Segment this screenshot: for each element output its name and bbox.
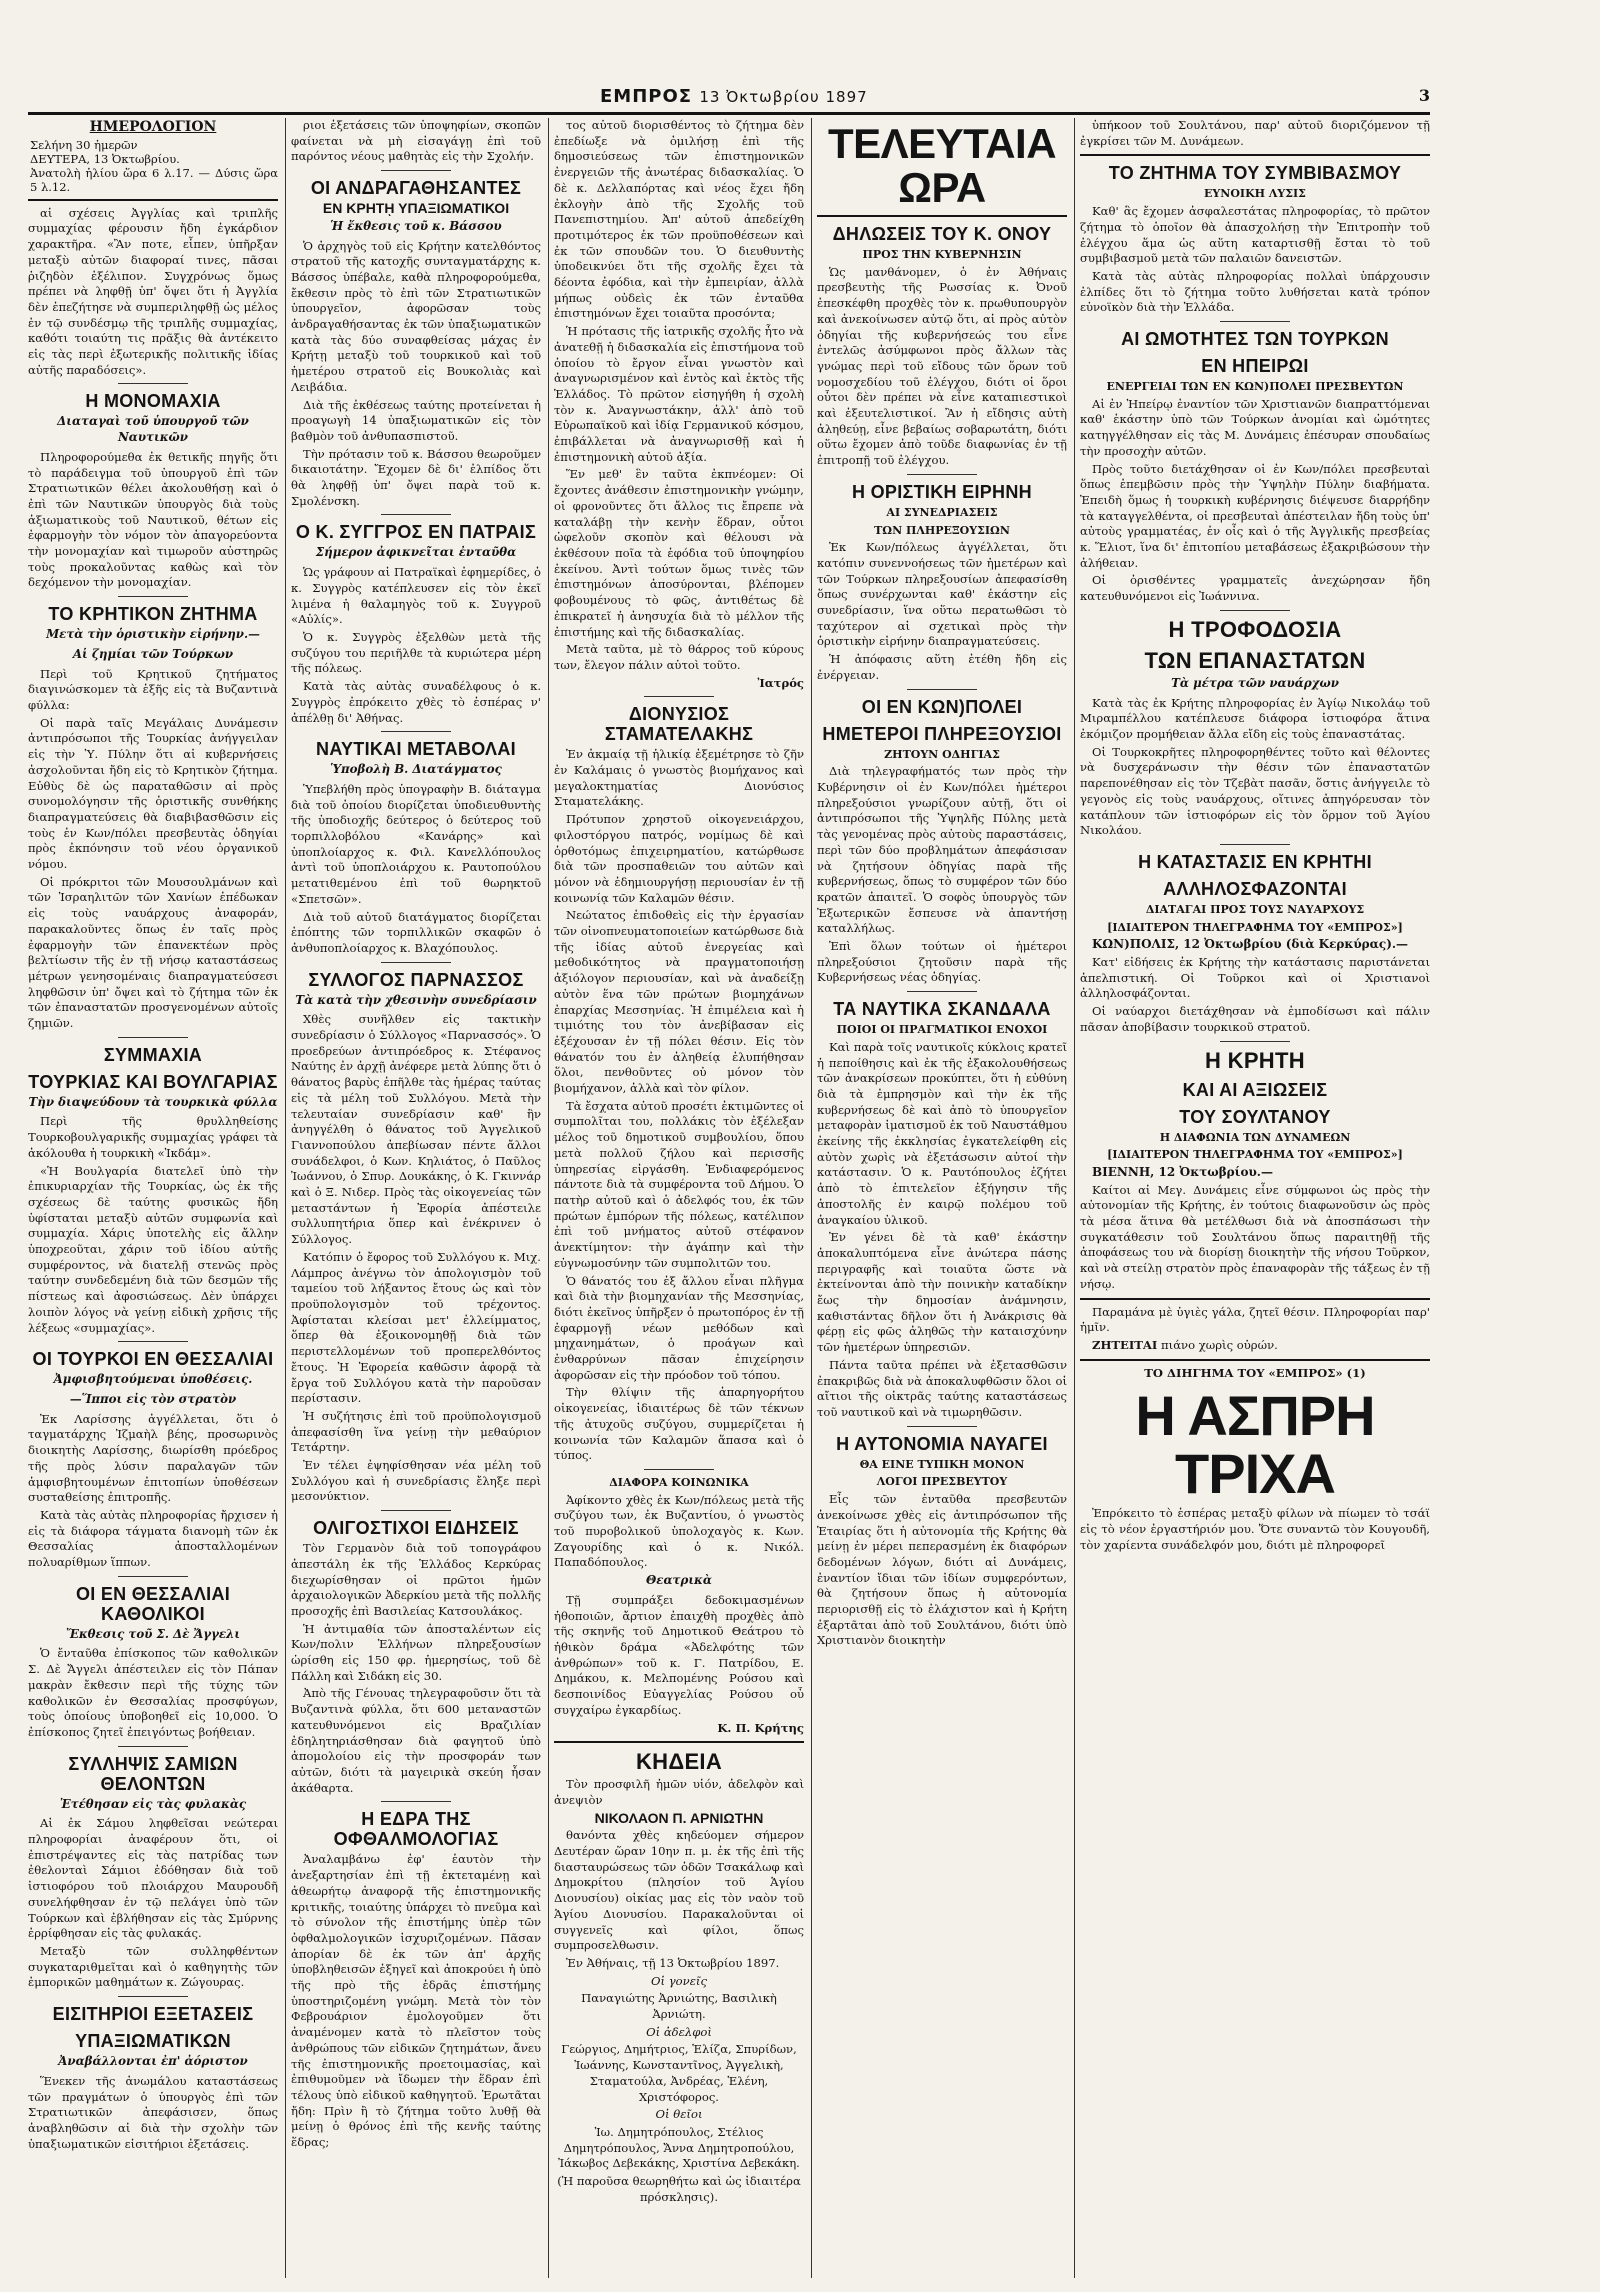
article-text: ὑπήκοον τοῦ Σουλτάνου, παρ' αὐτοῦ διοριζόμενον τῇ ἐγκρίσει τῶν Μ. Δυνάμεων. (1080, 118, 1430, 148)
divider (1080, 1359, 1430, 1361)
subheadline: Τὰ κατὰ τὴν χθεσινὴν συνεδρίασιν (295, 992, 537, 1007)
article-text: Περὶ τοῦ Κρητικοῦ ζητήματος διαγινώσκομεν τὰ ἑξῆς εἰς τὰ Βυζαντινὰ φύλλα: (28, 666, 278, 712)
article-text: Αἱ ἐν Ἠπείρῳ ἐναντίον τῶν Χριστιανῶν διαπραττόμεναι καθ' ἑκάστην ὑπὸ τῶν Τούρκων ἀνομίαι καὶ ὠμότητες κατηγγέλθησαν εἰς τὰς Μ. Δυνάμεις ἐπέσυραν σπουδαίως τὴν προσοχὴν αὐτῶν. (1080, 396, 1430, 458)
article-text: Ὡς μανθάνομεν, ὁ ἐν Ἀθήναις πρεσβευτὴς τῆς Ρωσσίας κ. Ὀνοῦ ἐπεσκέφθη προχθὲς τὸν κ. πρωθυπουργὸν καὶ ἀνεκοίνωσεν αὐτῷ ὅτι, αἱ πρὸς αὐτὸν ὁδηγίαι τῆς κυβερνήσεώς του εἶνε ἐντελῶς ἀσύμφωνοι πρὸς ἄλλων τὰς γνώμας περὶ τοῦ εἴδους τῶν ὅρων τοῦ νομοσχεδίου τοῦ ἐλέγχου, διότι οἱ ὅροι οὗτοι δὲν πρέπει νὰ εἶνε καταπιεστικοὶ καὶ ἐξευτελιστικοί. Ἂν ἡ εἴδησις αὐτὴ ἀληθεύῃ, εἶνε βεβαίως σοβαρωτάτη, διότι οὕτω ἔχομεν ἀπὸ τοῦδε διαφωνίας ἐν τῇ ἐπιτροπῇ τοῦ ἐλέγχου. (817, 264, 1067, 468)
divider (381, 170, 451, 171)
divider (1080, 154, 1430, 156)
headline: ΤΟ ΚΡΗΤΙΚΟΝ ΖΗΤΗΜΑ (48, 604, 258, 625)
article-text: αἱ σχέσεις Ἀγγλίας καὶ τριπλῆς συμμαχίας φέρουσιν ἤδη ἐγκάρδιον χαρακτῆρα. «Ἂν ποτε, εἶπεν, ὑπῆρξαν μεταξὺ αὐτῶν διαφοραί τινες, πᾶσαι ῥιζηδὸν ἐξέλιπον. Συγχρόνως ὅμως πρέπει νὰ ληφθῇ ὑπ' ὄψει ὅτι ἡ Ἀγγλία δὲν ἐπεζήτησε νὰ συμπεριληφθῇ ὡς μέλος ἐν τῷ συνδέσμῳ τῆς τριπλῆς συμμαχίας, καθότι τοιαύτη τις πρᾶξις θὰ ἀντέκειτο εἰς τὰς περὶ ἐξωτερικῆς πολιτικῆς ἰδίας αὐτῆς παραδόσεις». (28, 205, 278, 377)
subheadline: Σήμερον ἀφικνεῖται ἐνταῦθα (315, 545, 517, 560)
article-text: Αἱ ἐκ Σάμου ληφθεῖσαι νεώτεραι πληροφορίαι ἀναφέρουν ὅτι, οἱ ἐπιστρέψαντες εἰς τὰς πατρίδας των ἐθελονταὶ Σάμιοι ἐδόθησαν διὰ τοῦ ἰστιοφόρου τοῦ πλοιάρχου Μαυρουδῆ συνελήφθησαν ἐν τῷ πελάγει ὑπὸ τῶν Τούρκων καὶ ἐβλήθησαν εἰς τὰς Σμύρνης ἐρρίφθησαν εἰς τὰς φυλακάς. (28, 1816, 278, 1941)
divider (644, 1469, 714, 1470)
article-signature: Κ. Π. Κρήτης (717, 1720, 804, 1735)
headline: ΣΥΛΛΟΓΟΣ ΠΑΡΝΑΣΣΟΣ (308, 969, 524, 990)
article-text: Διὰ τοῦ αὐτοῦ διατάγματος διορίζεται ἐπόπτης τῶν τορπιλλικῶν σκαφῶν ὁ ἀνθυποπλοίαρχος κ. Βλαχόπουλος. (291, 909, 541, 955)
divider (118, 1746, 188, 1747)
headline: ΑΙ ΩΜΟΤΗΤΕΣ ΤΩΝ ΤΟΥΡΚΩΝ (1121, 329, 1389, 350)
page-header (28, 86, 1430, 108)
article-text: Πάντα ταῦτα πρέπει νὰ ἐξετασθῶσιν ἐπακριβῶς διὰ νὰ ἀποκαλυφθῶσιν ὅλοι οἱ αἴτιοι τῆς οἰκτρᾶς ταύτης καταστάσεως τοῦ ναυτικοῦ καὶ νὰ τιμωρηθῶσιν. (817, 1357, 1067, 1419)
subheadline: Η ΔΙΑΦΩΝΙΑ ΤΩΝ ΔΥΝΑΜΕΩΝ (1159, 1130, 1351, 1144)
headline: Η ΚΑΤΑΣΤΑΣΙΣ ΕΝ ΚΡΗΤΗΙ (1138, 851, 1372, 872)
headline: ΤΩΝ ΕΠΑΝΑΣΤΑΤΩΝ (1144, 647, 1366, 673)
divider (381, 514, 451, 515)
article-text: Οἱ Τουρκοκρῆτες πληροφορηθέντες τοῦτο καὶ θέλοντες νὰ δυσχεράνωσιν τὴν θέσιν τῶν ἐπαναστατῶν παρεπονέθησαν εἰς τὸν Τζεβὰτ πασᾶν, ὅστις ἀνήγγειλε τὸ γεγονὸς εἰς τοὺς ναυάρχους, οἵτινες ἀπηγόρευσαν τὸν κατάπλουν τῶν ἱστιοφόρων εἰς τὸν ὅρμον τοῦ Ἁγίου Νικολάου. (1080, 744, 1430, 838)
article-text: Ἐν ἀκμαίᾳ τῇ ἡλικίᾳ ἐξεμέτρησε τὸ ζῆν ἐν Καλάμαις ὁ γνωστὸς βιομήχανος καὶ μεγαλοκτηματίας Διονύσιος Σταματελάκης. (554, 747, 804, 809)
article-text: Καὶ παρὰ τοῖς ναυτικοῖς κύκλοις κρατεῖ ἡ πεποίθησις καὶ ἐκ τῆς ἐξακολουθήσεως τῶν ἀνακρίσεων προκύπτει, ὅτι ἡ εὐθύνη διὰ τὰ ἐμπρησμὸν καὶ τὴν ἐκ τῆς κυβερνήσεως δὲ καὶ ἀπὸ τὸ ὑπουργεῖον μεταφορὰν ἰματισμοῦ ἐκ τοῦ Ναυστάθμου ἐκείνης τῆς ἐκκλησίας ἐγκατελείφθη εἰς αὐτὸν χωρὶς νὰ ἐξετάσωσιν αὐτοί τὴν κατάστασιν. Ὁ κ. Ραυτόπουλος ἐζήτει ἀπὸ τὸ ἐπιτελεῖον ἐξήγησιν τῆς ἀποστολῆς ἐν καιρῷ πολέμου τοῦ ἀναγκαίου ὑλικοῦ. (817, 1039, 1067, 1227)
article-text: Κατὰ τὰς αὐτὰς συναδέλφους ὁ κ. Συγγρὸς ἐπρόκειτο χθὲς τὸ ἑσπέρας ν' ἀπέλθῃ δι' Ἀθήνας. (291, 679, 541, 725)
subheadline: ΕΥΝΟΙΚΗ ΛΥΣΙΣ (1204, 187, 1306, 201)
headline: ΕΙΣΙΤΗΡΙΟΙ ΕΞΕΤΑΣΕΙΣ (52, 2004, 254, 2025)
headline: ΥΠΑΞΙΩΜΑΤΙΚΩΝ (75, 2031, 231, 2052)
column-rule (285, 118, 286, 2278)
header-rule (28, 112, 1430, 115)
dateline: ΚΩΝ)ΠΟΛΙΣ, 12 Ὀκτωβρίου (διὰ Κερκύρας).— (1092, 937, 1409, 952)
notice-text: θανόντα χθὲς κηδεύομεν σήμερον Δευτέραν ὥραν 10ην π. μ. ἐκ τῆς ἐπὶ τῆς διασταυρώσεως τῶν ὁδῶν Τσακάλωφ καὶ Δημοκρίτου (πλησίον τοῦ Ἁγίου Διονυσίου) οἰκίας μας εἰς τὸν ναὸν τοῦ Ἁγίου Διονυσίου. Παρακαλοῦνται οἱ συγγενεῖς καὶ φίλοι, ὅπως συμπροσελθωσιν. (554, 1828, 804, 1953)
subheadline: Ἡ ἔκθεσις τοῦ κ. Βάσσου (330, 218, 502, 233)
divider (907, 991, 977, 992)
article-text: Πρότυπον χρηστοῦ οἰκογενειάρχου, φιλοστόργου πατρός, νομίμως δὲ καὶ ὀρθοτόμως ἐπιχειρηματίου, κατώρθωσε διὰ τῶν προσπαθειῶν του αὐτῶν καὶ μόνον νὰ ἐδημιουργήσῃ περιουσίαν ἐν τῇ κοινωνίᾳ τῶν Καλαμῶν θέσιν. (554, 812, 804, 905)
headline: ΤΟΥΡΚΙΑΣ ΚΑΙ ΒΟΥΛΓΑΡΙΑΣ (28, 1071, 278, 1092)
headline: ΝΑΥΤΙΚΑΙ ΜΕΤΑΒΟΛΑΙ (316, 739, 516, 760)
subheadline: Θεατρικὰ (646, 1573, 712, 1588)
subheadline: Ἔκθεσις τοῦ Σ. Δὲ Ἄγγελι (65, 1626, 241, 1641)
classified-ad-title: ΖΗΤΕΙΤΑΙ (1092, 1337, 1158, 1352)
subheadline: Ἐτέθησαν εἰς τὰς φυλακὰς (59, 1796, 247, 1811)
article-text: Ὁ ἔνταῦθα ἐπίσκοπος τῶν καθολικῶν Σ. Δὲ Ἄγγελι ἀπέστειλεν εἰς τὸν Πάπαν μακρὰν ἔκθεσιν περὶ τῆς τύχης τῶν καθολικῶν ἐν Θεσσαλίας προσφύγων, τοὺς ὁποίους ὑποβοηθεῖ εἰς 10,000. Ὁ ἐπίσκοπος ζητεῖ ἐπειγόντως βοήθειαν. (28, 1646, 278, 1739)
subheadline: ΔΙΑΤΑΓΑΙ ΠΡΟΣ ΤΟΥΣ ΝΑΥΑΡΧΟΥΣ (1145, 902, 1365, 916)
headline: ΗΜΕΤΕΡΟΙ ΠΛΗΡΕΞΟΥΣΙΟΙ (822, 723, 1062, 744)
article-text: Τὴν θλίψιν τῆς ἀπαρηγορήτου οἰκογενείας, ἰδιαιτέρως δὲ τῶν τέκνων τῆς ἀτυχοῦς συζύγου, συμμερίζεται ἡ κοινωνία τῶν Καλαμῶν ἅπασα καὶ ὁ τύπος. (554, 1385, 804, 1463)
calendar-sun: Ἀνατολὴ ἡλίου ὥρα 6 λ.17. — Δύσις ὥρα 5 λ.12. (30, 165, 278, 194)
article-text: Τὴν πρότασιν τοῦ κ. Βάσσου θεωροῦμεν δικαιοτάτην. Ἔχομεν δὲ δι' ἐλπίδος ὅτι θὰ ληφθῇ ὑπ' ὄψει παρὰ τοῦ κ. Σμολένσκη. (291, 446, 541, 508)
headline: ΤΟΥ ΣΟΥΛΤΑΝΟΥ (1179, 1106, 1331, 1127)
deceased-name: ΝΙΚΟΛΑΟΝ Π. ΑΡΝΙΩΤΗΝ (594, 1809, 764, 1826)
subheadline: ΖΗΤΟΥΝ ΟΔΗΓΙΑΣ (884, 747, 1000, 761)
article-text: Οἱ ὁρισθέντες γραμματεῖς ἀνεχώρησαν ἤδη κατευθυνόμενοι εἰς Ἰωάννινα. (1080, 573, 1430, 604)
column-rule (548, 118, 549, 2278)
divider (1220, 1041, 1290, 1042)
calendar-weekday: ΔΕΥΤΕΡΑ, 13 Ὀκτωβρίου. (30, 151, 180, 166)
subheadline: ΑΙ ΣΥΝΕΔΡΙΑΣΕΙΣ (886, 505, 998, 519)
column-5 (1080, 118, 1430, 2278)
article-text: Κατόπιν ὁ ἔφορος τοῦ Συλλόγου κ. Μιχ. Λάμπρος ἀνέγνω τὸν ἀπολογισμὸν τοῦ ταμείου τοῦ λήξαντος ἔτους ὡς καὶ τὸν προϋπολογισμὸν τοῦ τρέχοντος. Ἀφίσταται κλείσαι μετ' ἐλλείμματος, ὅπερ θὰ ἐξοικονομηθῇ διὰ τῶν περιστελλομένων τοῦ προπερελθόντος ἔτους. Ἡ Ἐφορεία καθῶσιν ἀφορᾷ τὰ ἔργα τοῦ Συλλόγου κατὰ τὴν παροῦσαν περίστασιν. (291, 1249, 541, 1406)
headline: ΟΛΙΓΟΣΤΙΧΟΙ ΕΙΔΗΣΕΙΣ (313, 1518, 519, 1539)
headline: Η ΟΡΙΣΤΙΚΗ ΕΙΡΗΝΗ (852, 481, 1032, 502)
article-text: Ἐν γένει δὲ τὰ καθ' ἑκάστην ἀποκαλυπτόμενα εἶνε ἀνώτερα πάσης περιγραφῆς καὶ τοιαῦτα ὥστε νὰ ἐκτείνονται ἀπὸ τὴν ποινικὴν καταδίκην ἔως τὴν δημοσίαν ἀνάμνησιν, καθιστάντας δῆλον ὅτι ἡ Ἀνάκρισις θὰ φέρῃ εἰς φῶς ἀληθῶς τὴν καταισχύνην τῶν ἡμετέρων ὑπηρεσιῶν. (817, 1230, 1067, 1355)
subheadline: ΘΑ ΕΙΝΕ ΤΥΠΙΚΗ ΜΟΝΟΝ (859, 1457, 1025, 1471)
notice-label: Οἱ ἀδελφοὶ (646, 2024, 712, 2039)
article-text: Κατὰ τὰς αὐτὰς πληροφορίας πολλαὶ ὑπάρχουσιν ἐλπίδες ὅτι τὸ ζήτημα τοῦτο λυθήσεται κατὰ τρόπον εὐνοϊκὸν διὰ τὴν Ἑλλάδα. (1080, 268, 1430, 315)
headline: ΤΟ ΖΗΤΗΜΑ ΤΟΥ ΣΥΜΒΙΒΑΣΜΟΥ (1108, 163, 1402, 184)
divider (381, 1801, 451, 1802)
article-text: Οἱ πρόκριτοι τῶν Μουσουλμάνων καὶ τῶν Ἰσραηλιτῶν τῶν Χανίων ἐπέδωκαν εἰς τοὺς ναυάρχους ἀναφοράν, παρακαλοῦντες ὅπως ἐν ταῖς πρὸς ἐφαρμογὴν τῶν ἐπανεκτέων πρὸς βελτίωσιν τῆς ἐν τῇ νήσῳ καταστάσεως μέτρων γενησομέναις διαπραγματεύσεσι ληφθῶσιν ὑπ' ὄψει καὶ τὸ ζήτημα τῶν ἐκ τῶν ἐπαναστατῶν προσγενομένων αὐτοῖς ζημιῶν. (28, 874, 278, 1031)
article-text: Ἀναλαμβάνω ἐφ' ἑαυτὸν τὴν ἀνεξαρτησίαν ἐπὶ τῇ ἐκτεταμένῃ καὶ ἀθεωρήτῳ ἀναφορᾷ τῆς ἐπιστημονικῆς κριτικῆς, τοιαύτης ὑπάρχει τὸ πνεῦμα καὶ τὸ σύνολον τῆς ἐπιστήμης ὑπὲρ τῶν ὀφθαλμολογικῶν ἰσχυριζομένων. Πᾶσαν ἀπορίαν δὲ ἐκ τῶν ἀπ' ἀρχῆς ὑποβληθεισῶν ἐξηγεῖ καὶ ἀποκρούει ἡ ὑπὸ τῆς πρὸ τῆς ἑδρᾶς ἐπιστήμης ὑποστηριζομένη γνώμη. Μετὰ τὸν τὸν Φεβρουάριον ἐμολογοῦμεν ὅτι ἀναμένομεν κατὰ τὸ πλεῖστον τοὺς ἀνθρώπους τῶν εἰδικῶν ζητημάτων, ἄνευ τῆς ἐπιστημονικῆς προετοιμασίας, καὶ ἐπιθυμοῦμεν νὰ ἴδωμεν τὴν ἕδραν ἐπὶ τέλους ὑπὸ εἰδικοῦ καθηγητοῦ. Ἐρωτᾶται ἤδη: Πρὶν ἢ τὸ ζήτημα τοῦτο λυθῇ θὰ μείνῃ ὁ θρόνος ἐπὶ τῆς κενῆς ταύτης ἕδρας; (291, 1852, 541, 2150)
subheadline: Διαταγαὶ τοῦ ὑπουργοῦ τῶν Ναυτικῶν (57, 414, 249, 445)
article-text: Κατὰ τὰς ἐκ Κρήτης πληροφορίας ἐν Ἁγίῳ Νικολάῳ τοῦ Μιραμπέλλου κατέπλευσε διάφορα ἱστιοφόρα ἅτινα ἐκόμιζον προμήθειαν ἄλλα εἴδη εἰς τοὺς ἐπαναστάτας. (1080, 695, 1430, 741)
article-text: Περὶ τῆς θρυλληθείσης Τουρκοβουλγαρικῆς συμμαχίας γράφει τὰ ἀκόλουθα ἡ τουρκικὴ «Ἰκδάμ». (28, 1114, 278, 1160)
article-text: Κατ' εἰδήσεις ἐκ Κρήτης τὴν κατάστασις παριστάνεται ἀπελπιστική. Οἱ Τοῦρκοι καὶ οἱ Χριστιανοὶ ἀλληλοσφάζονται. (1080, 955, 1430, 1001)
dateline: ΒΙΕΝΝΗ, 12 Ὀκτωβρίου.— (1092, 1164, 1273, 1179)
column-2 (291, 118, 541, 2278)
headline: Η ΜΟΝΟΜΑΧΙΑ (85, 391, 221, 412)
divider (907, 1426, 977, 1427)
divider (118, 383, 188, 384)
funeral-heading: ΚΗΔΕΙΑ (635, 1749, 723, 1775)
calendar-title: ΗΜΕΡΟΛΟΓΙΟΝ (89, 119, 217, 135)
divider (1220, 321, 1290, 322)
subheadline: ΤΩΝ ΠΛΗΡΕΞΟΥΣΙΩΝ (874, 523, 1010, 537)
subheadline: Ὑποβολὴ Β. Διατάγματος (330, 762, 502, 777)
notice-label: Οἱ θεῖοι (655, 2107, 703, 2122)
notice-label: Οἱ γονεῖς (651, 1973, 707, 1988)
article-text: Ἀπὸ τῆς Γένουας τηλεγραφοῦσιν ὅτι τὰ Βυζαντινὰ φύλλα, ὅτι 600 μεταναστῶν κατευθυνόμενοι εἰς Βραζιλίαν ἐδηλητηριάσθησαν διὰ φαγητοῦ ὑπὸ ἀπομολοίου εἰς τὴν προσφοράν των αὐτῶν, διότι τὰ μαγειρικὰ σκεύη ἦσαν ἀκάθαρτα. (291, 1686, 541, 1795)
divider (554, 1741, 804, 1743)
divider (907, 474, 977, 475)
article-text: Διὰ τῆς ἐκθέσεως ταύτης προτείνεται ἡ προαγωγὴ 14 ὑπαξιωματικῶν εἰς τὸν βαθμὸν τοῦ ἀνθυπασπιστοῦ. (291, 397, 541, 443)
subheadline: ΠΡΟΣ ΤΗΝ ΚΥΒΕΡΝΗΣΙΝ (862, 248, 1022, 261)
issue-date: 13 Ὀκτωβρίου 1897 (699, 88, 868, 106)
subheadline: ΛΟΓΟΙ ΠΡΕΣΒΕΥΤΟΥ (876, 1475, 1008, 1489)
subheadline: ΠΟΙΟΙ ΟΙ ΠΡΑΓΜΑΤΙΚΟΙ ΕΝΟΧΟΙ (836, 1023, 1048, 1037)
article-text: τος αὐτοῦ διορισθέντος τὸ ζήτημα δὲν ἐπεδίωξε νὰ ὁμιλήσῃ ἐπὶ τῆς δημοσιεύσεως τῶν ἐπιστημονικῶν ἐνεργειῶν τῆς ἀνωτέρας διδασκαλίας. Ὁ δὲ κ. Δελλαπόρτας καὶ νέος ἔχει ἤδη ἐκλογὴν ἀπὸ τῆς Σχολῆς τοῦ Πανεπιστημίου. Ἀπ' αὐτοῦ ἀπεδείχθη προτιμότερος ἐκ τῶν προϋποθέσεων καὶ ἐκ τῶν σπουδῶν του. Ὁ διευθυντὴς ὑποδεικνύει ὅτι τῆς σχολῆς ἔχει τὰ δέοντα ἐφόδια, καὶ τὴν ἐμπειρίαν, ἀλλὰ μήπως οὐδεὶς ἐκ τῶν ἐνταῦθα ἐπιστημόνων ἔχει τοιαῦτα προσόντα; (554, 118, 804, 321)
article-text: Οἱ παρὰ ταῖς Μεγάλαις Δυνάμεσιν ἀντιπρόσωποι τῆς Τουρκίας ἀνήγγειλαν εἰς τὴν Ὑ. Πύλην ὅτι αἱ κυβερνήσεις ἀσχολοῦνται ἤδη εἰς τὸ Κρητικὸν ζήτημα. Εὐθὺς δὲ ὡς παραταθῶσιν αἱ πρὸς συνομολόγησιν τῆς ὁριστικῆς συνθήκης διαπραγματεύσεις θὰ διαβιβασθῶσιν εἰς τοὺς ἐν Κων/πόλει πρεσβευτὰς ὁδηγίαι πρὸς ἐκπόνησιν τοῦ νέου ὀργανικοῦ νόμου. (28, 715, 278, 872)
headline: Η ΕΔΡΑ ΤΗΣ ΟΦΘΑΛΜΟΛΟΓΙΑΣ (333, 1809, 499, 1850)
column-1 (28, 118, 278, 2278)
article-text: Ἀφίκοντο χθὲς ἐκ Κων/πόλεως μετὰ τῆς συζύγου των, ἐκ Βυζαντίου, ὁ γνωστὸς τοῦ πυροβολικοῦ ὑπολοχαγὸς κ. Κων. Ζαγουρίδης καὶ ὁ κ. Νικόλ. Παπαδόπουλος. (554, 1492, 804, 1570)
subheadline: Μετὰ τὴν ὁριστικὴν εἰρήνην.— (46, 627, 260, 642)
article-text: Καθ' ἃς ἔχομεν ἀσφαλεστάτας πληροφορίας, τὸ πρῶτον ζήτημα τὸ ὁποῖον θὰ ἀπασχολήσῃ τὴν Ἐπιτροπὴν τοῦ ἐλέγχου ἅμα ὡς αὕτη καταρτισθῇ ἔσται τὸ τοῦ συμβιβασμοῦ μετὰ τῶν παλαιῶν δανειστῶν. (1080, 204, 1430, 266)
headline: ΕΝ ΚΡΗΤῌ ΥΠΑΞΙΩΜΑΤΙΚΟΙ (322, 200, 510, 217)
serial-label: ΤΟ ΔΙΗΓΗΜΑ ΤΟΥ «ΕΜΠΡΟΣ» (1) (1144, 1365, 1366, 1380)
article-text: Τῇ συμπράξει δεδοκιμασμένων ἠθοποιῶν, ἄρτιον ἐπαιχθὴ προχθὲς ἀπὸ τῆς σκηνῆς τοῦ Δημοτικοῦ Θεάτρου τὸ ἠθικὸν δράμα «Ἀδελφότης τῶν ἀνθρώπων» τοῦ κ. Γ. Πατρίδου, Ε. Δημάκου, κ. Μελπομένης Ρούσου καὶ δεσποινίδος Εὐαγγελίας Ρούσου οὗ συγχαίρω ἐγκαρδίως. (554, 1592, 804, 1717)
article-text: «Ἡ Βουλγαρία διατελεῖ ὑπὸ τὴν ἐπικυριαρχίαν τῆς Τουρκίας, ὡς ἐκ τῆς σχέσεως δὲ ταύτης φυσικῶς ἤδη ὑφίσταται μεταξὺ αὐτῶν συμφωνία καὶ συμμαχία. Χάρις ὑποτελὴς εἰς ἄλλην ὑποχρεοῦται, χάριν τοῦ ἰδίου αὐτῆς συμφέροντος, νὰ διατελῇ στενῶς πρὸς ταύτην συνδεδεμένη διὰ τῶν δεσμῶν τῆς πίστεως καὶ ἀφοσιώσεως. Δὲν ὑπάρχει λοιπὸν λόγος νὰ γείνῃ εἰδικὴ χρῆσις τῆς λέξεως «συμμαχίας». (28, 1163, 278, 1335)
headline: Η ΤΡΟΦΟΔΟΣΙΑ (1168, 616, 1342, 642)
divider (817, 215, 1067, 217)
article-text: Οἱ ναύαρχοι διετάχθησαν νὰ ἐμποδίσωσι καὶ πάλιν πᾶσαν ἀποβίβασιν τουρκικοῦ στρατοῦ. (1080, 1004, 1430, 1034)
notice-names: Γεώργιος, Δημήτριος, Ἑλίζα, Σπυρίδων, Ἰωάννης, Κωνσταντῖνος, Ἀγγελικὴ, Σταματούλα, Ἀνδρέας, Ἑλένη, Χριστόφορος. (561, 2042, 797, 2104)
article-text: Μετὰ ταῦτα, μὲ τὸ θάρρος τοῦ κύρους των, ἔλεγον πάλιν αὐτοὶ τοῦτο. (554, 642, 804, 672)
article-text: Χθὲς συνῆλθεν εἰς τακτικὴν συνεδρίασιν ὁ Σύλλογος «Παρνασσός». Ὁ προεδρεύων ἀντιπρόεδρος κ. Στέφανος Ναύτης ἐν ἀρχῇ ἀνέφερε μετὰ λύπης ὅτι ὁ θάνατος βαρὺς ἐπῆλθε τὰς ἡμέρας ταύτας εἰς τὰ μέλη τοῦ Συλλόγου. Μετὰ τὴν τελευταίαν συνεδρίασιν καθ' ἣν ἀνηγγέλθη ὁ θάνατος τοῦ Ἀγγελικοῦ Γιαννοπούλου ἀπεβίωσαν πέντε ἄλλοι συνάδελφοι, ὁ Κων. Κηλιάτος, ὁ Παῦλος Ἰωάννου, ὁ Σπυρ. Δουκάκης, ὁ Κ. Γκιννάρ καὶ ὁ Ξ. Νιδερ. Πρὸς τὰς οἰκογενείας τῶν μεταστάντων ἡ Ἐφορία ἀπέστειλε συλλυπητήρια ὅπερ καὶ ἐνέκρινεν ὁ Σύλλογος. (291, 1012, 541, 1247)
headline: ΔΗΛΩΣΕΙΣ ΤΟΥ Κ. ΟΝΟΥ (832, 224, 1052, 244)
headline: ΣΥΛΛΗΨΙΣ ΣΑΜΙΩΝ ΘΕΛΟΝΤΩΝ (68, 1753, 238, 1794)
subheadline: Τὴν διαψεύδουν τὰ τουρκικὰ φύλλα (28, 1094, 278, 1109)
subheadline: Τὰ μέτρα τῶν ναυάρχων (1171, 675, 1339, 690)
divider (118, 1341, 188, 1342)
calendar-moon: Σελήνη 30 ἡμερῶν (30, 137, 138, 152)
article-text: Ἕν μεθ' ἓν ταῦτα ἐκπνέομεν: Οἱ ἔχοντες ἀνάθεσιν ἐπιστημονικὴν γνώμην, οἱ φρονοῦντες ὅτι ἄλλος τις ἔπρεπε νὰ καταλάβῃ τὴν κενὴν ἕδραν, οὗτοι ὠφελοῦν σκοπὸν καὶ θέλουσι νὰ ἐκθέσουν ποῖα τὰ ἐφόδια τοῦ ὑποψηφίου ἐκείνου. Ἀντὶ τούτων ὅμως τινὲς τῶν ἐπιστημόνων ἀποσύρονται, βλέπομεν φοβουμένους τὸ φῶς, ἀντιθέτως δὲ ἐπικρατεῖ ἡ ἀνησυχία διὰ τὸ μέλλον τῆς ἐπιστήμης καὶ τῆς διδασκαλίας. (554, 467, 804, 639)
headline: ΑΛΛΗΛΟΣΦΑΖΟΝΤΑΙ (1163, 878, 1347, 899)
column-rule (811, 118, 812, 2278)
divider (381, 1510, 451, 1511)
article-text: Ὁ θάνατός του ἐξ ἄλλου εἶναι πλῆγμα καὶ διὰ τὴν βιομηχανίαν τῆς Μεσσηνίας, διότι ἐκεῖνος ὑπῆρξεν ὁ πρωτοπόρος ἐν τῇ ἐφαρμογῇ νέων μεθόδων καὶ μηχανημάτων, ὁ προάγων καὶ ἐνθαρρύνων πᾶσαν ἐπιχείρησιν ἀφορῶσαν εἰς τὴν πρόοδον τοῦ τόπου. (554, 1273, 804, 1382)
divider (1220, 610, 1290, 611)
subheadline: ΕΝΕΡΓΕΙΑΙ ΤΩΝ ΕΝ ΚΩΝ)ΠΟΛΕΙ ΠΡΕΣΒΕΥΤΩΝ (1106, 380, 1404, 394)
divider (118, 1576, 188, 1577)
headline: ΕΝ ΗΠΕΙΡΩΙ (1201, 356, 1309, 377)
headline: ΔΙΟΝΥΣΙΟΣ ΣΤΑΜΑΤΕΛΑΚΗΣ (604, 704, 754, 745)
article-text: Ἐκ Λαρίσσης ἀγγέλλεται, ὅτι ὁ ταγματάρχης Ἰζμαὴλ βέης, προσωρινὸς διοικητὴς Λαρίσσης, διωρίσθη πρόεδρος τῆς πρὸς λύσιν παραλαγῶν τῶν ἀμφισβητουμένων ἐπιτοπίων ὑποθέσεων συσταθείσης ἐπιτροπῆς. (28, 1411, 278, 1505)
article-text: Ἐπὶ ὅλων τούτων οἱ ἡμέτεροι πληρεξούσιοι ζητοῦσιν παρὰ τῆς Κυβερνήσεως νέας ὁδηγίας. (817, 939, 1067, 985)
divider (118, 596, 188, 597)
article-text: Ἡ ἀντιμαθία τῶν ἀποσταλέντων εἰς Κων/πολιν Ἑλλήνων πληρεξουσίων ὡρίσθη εἰς 150 φρ. ἡμερησίως, τοῦ δὲ Πάλλη καὶ Σιδάκη εἰς 30. (291, 1621, 541, 1683)
classified-ad: Παραμάνα μὲ ὑγιὲς γάλα, ζητεῖ θέσιν. Πληροφορίαι παρ' ἡμῖν. (1080, 1304, 1430, 1335)
article-text (1080, 937, 1430, 953)
article-text: Τὸν Γερμανὸν διὰ τοῦ τοπογράφου ἀπεστάλη ἐκ τῆς Ἑλλάδος Κερκύρας διεχωρίσθησαν οἱ πρῶτοι ἡμῶν ἀρχαιολογικῶν Ἀδερκίου μετὰ τῆς πολλῆς προσοχῆς ἐπὶ Βασιλείας Κατσουλάκος. (291, 1541, 541, 1618)
article-text: Μεταξὺ τῶν συλληφθέντων συγκαταριθμεῖται καὶ ὁ καθηγητὴς τῶν ἐμπορικῶν μαθημάτων κ. Ζώγουρας. (28, 1943, 278, 1990)
article-text: Ὁ ἀρχηγὸς τοῦ εἰς Κρήτην κατελθόντος στρατοῦ τῆς κατοχῆς συνταγματάρχης κ. Βάσσος ὑπέβαλε, καθὰ πληροφορούμεθα, ἔκθεσιν πρὸς τὸ ἐπὶ τῶν Στρατιωτικῶν ὑπουργεῖον, ἀφορῶσαν τοὺς ἀνδραγαθήσαντας ἐκ τῶν ὑπαξιωματικῶν κατὰ τὰς δύο συναφθείσας μάχας ἐν Κρήτῃ μεταξὺ τοῦ τουρκικοῦ καὶ τοῦ ἡμετέρου στρατοῦ εἰς Βουκολιὰς καὶ Λειβάδια. (291, 238, 541, 394)
telegram-label: [ΙΔΙΑΙΤΕΡΟΝ ΤΗΛΕΓΡΑΦΗΜΑ ΤΟΥ «ΕΜΠΡΟΣ»] (1107, 920, 1403, 934)
page-number: 3 (1418, 86, 1430, 105)
classified-ad-text: πιάνο χωρὶς οὐρών. (1161, 1337, 1278, 1352)
article-text: Καίτοι αἱ Μεγ. Δυνάμεις εἶνε σύμφωνοι ὡς πρὸς τὴν αὐτονομίαν τῆς Κρήτης, ἐν τούτοις διαφωνοῦσιν ὡς πρὸς τὰ μέσα ἅτινα θὰ μετέλθωσι διὰ νὰ ἀποσπάσωσι τὴν συγκατάθεσιν τοῦ Σουλτάνου ὅπως παραιτηθῇ τῆς ἀποφάσεως του νὰ διορίσῃ διοικητὴν τῆς νήσου Τοῦρκον, καὶ νὰ στείλῃ στρατὸν πρὸς ἐπαναφορὰν τῆς τάξεως ἐν τῇ νήσῳ. (1080, 1182, 1430, 1291)
article-text: Νεώτατος ἐπιδοθεὶς εἰς τὴν ἐργασίαν τῶν οἰνοπνευματοποιείων κατώρθωσε διὰ τῆς ἰδίας αὐτοῦ ἐνεργείας καὶ μεθοδικότητος νὰ πραγματοποιήσῃ ἀξιόλογον περιουσίαν, καὶ νὰ ἀναδείξῃ αὐτὸν ἕνα τῶν πρώτων βιομηχάνων ἐπαρχίας Μεσσηνίας. Ἡ ἐπιμέλεια καὶ ἡ τιμιότης του τὸν ἀνεβίβασαν εἰς ἐξέχουσαν ἐν τῇ πόλει θέσιν. Εἰς τὸν θάνατόν του ἐν ἀληθείᾳ ἐλυπήθησαν ὅλοι, πενθοῦντες οὐ μόνον τὸν βιομήχανον, ἀλλὰ καὶ τὸν φίλον. (554, 908, 804, 1096)
article-text: Πρὸς τοῦτο διετάχθησαν οἱ ἐν Κων/πόλει πρεσβευταὶ ὅπως ἐπεμβῶσιν πρὸς τὴν Ὑψηλὴν Πύλην διαβήματα. Ἐπειδὴ ὅμως ἡ τουρκικὴ κυβέρνησις διέψευσε διαρρήδην τὰ καταγγελθέντα, οἱ πρεσβευταὶ ἀπέστειλαν ἤδη τοὺς ὑπ' αὐτοὺς γραμματέας, ἐν οἷς καὶ ὁ τῆς Ἀγγλικῆς πρεσβείας κ. Ἕλιοτ, ἵνα δι' ἐπιτοπίου μεταβάσεως ἐξακριβώσουν τὴν ἀλήθειαν. (1080, 461, 1430, 570)
divider (644, 696, 714, 697)
subheadline: —Ἵπποι εἰς τὸν στρατὸν (69, 1392, 237, 1406)
article-text (1080, 1165, 1430, 1181)
article-text: Ἡ ἀπόφασις αὕτη ἐτέθη ἤδη εἰς ἐνέργειαν. (817, 652, 1067, 682)
article-text: Ὡς γράφουν αἱ Πατραϊκαὶ ἐφημερίδες, ὁ κ. Συγγρὸς κατέπλευσεν εἰς τὸν ἐκεῖ λιμένα ἡ θαλαμηγὸς τοῦ κ. Συγγροῦ «Αὐλίς». (291, 565, 541, 627)
notice-names: Παναγιώτης Ἀρνιώτης, Βασιλικὴ Ἀρνιώτη. (581, 1991, 777, 2022)
section-heading: ΔΙΑΦΟΡΑ ΚΟΙΝΩΝΙΚΑ (609, 1475, 749, 1489)
headline: Ο Κ. ΣΥΓΓΡΟΣ ΕΝ ΠΑΤΡΑΙΣ (295, 522, 537, 543)
serial-title: Η ΑΣΠΡΗ ΤΡΙΧΑ (1135, 1384, 1375, 1506)
headline: Η ΚΡΗΤΗ (1205, 1047, 1305, 1073)
article-text: Ἐκ Κων/πόλεως ἀγγέλλεται, ὅτι κατόπιν συνεννοήσεως τῶν ἡμετέρων καὶ τῶν Τούρκων πληρεξουσίων ἀπεφασίσθη ὅπως συνέρχωνται καθ' ἑκάστην εἰς συνεδρίασιν, ἵνα οὕτω περατωθῶσι τὸ ταχύτερον αἱ σχετικαὶ πρὸς τὴν ὁριστικὴν εἰρήνην διαπραγματεύσεις. (817, 540, 1067, 649)
column-4 (817, 118, 1067, 2278)
article-text: Διὰ τηλεγραφήματός των πρὸς τὴν Κυβέρνησιν οἱ ἐν Κων/πόλει ἡμέτεροι πληρεξούσιοι γνωρίζουν αὐτῇ, ὅτι οἱ ἀντιπρόσωποι τῆς Ὑψηλῆς Πύλης μετὰ τὰς γενομένας πρὸς αὐτοὺς παραστάσεις, περὶ τῶν δύο προβλημάτων ἀπεφάσισαν νὰ ζητήσουν ὁδηγίας παρὰ τῆς κυβερνήσεως, ὅπως τὸ συμφέρον τῶν δύο κρατῶν ἀπαιτεῖ. Ὁ σοφὸς ὑπουργὸς τῶν Ἐξωτερικῶν ἔσπευσε νὰ ἀπαντήσῃ καταλλήλως. (817, 764, 1067, 936)
notice-note: (Ἡ παροῦσα θεωρηθήτω καὶ ὡς ἰδιαιτέρα πρόσκλησις). (557, 2174, 801, 2204)
section-banner: ΤΕΛΕΥΤΑΙΑ ΩΡΑ (827, 120, 1057, 211)
subheadline: Αἱ ζημίαι τῶν Τούρκων (72, 646, 234, 661)
notice-names: Ἰω. Δημητρόπουλος, Στέλιος Δημητρόπουλος, Ἄννα Δημητροπούλου, Ἰάκωβος Δεβεκάκης, Χριστίνα Δεβεκάκη. (558, 2124, 800, 2171)
divider (118, 1037, 188, 1038)
headline: Η ΑΥΤΟΝΟΜΙΑ ΝΑΥΑΓΕΙ (836, 1433, 1048, 1454)
headline: ΟΙ ΑΝΔΡΑΓΑΘΗΣΑΝΤΕΣ (310, 178, 522, 199)
masthead (600, 86, 868, 107)
divider (1220, 844, 1290, 845)
article-text: ριοι ἐξετάσεις τῶν ὑποψηφίων, σκοπῶν φαίνεται νὰ μὴ εἰσαγάγῃ ἐπὶ τοῦ παρόντος νέους μαθητὰς εἰς τὴν Σχολήν. (291, 118, 541, 164)
article-text: Ἐν τέλει ἐψηφίσθησαν νέα μέλη τοῦ Συλλόγου καὶ ἡ συνεδρίασις ἔληξε περὶ μεσονύκτιον. (291, 1458, 541, 1504)
telegram-label: [ΙΔΙΑΙΤΕΡΟΝ ΤΗΛΕΓΡΑΦΗΜΑ ΤΟΥ «ΕΜΠΡΟΣ»] (1107, 1148, 1403, 1162)
divider (381, 962, 451, 963)
newspaper-title: ΕΜΠΡΟΣ (600, 86, 693, 107)
article-text: Ἡ πρότασις τῆς ἰατρικῆς σχολῆς ἦτο νὰ ἀνατεθῇ ἡ διδασκαλία εἰς ἐπιστήμονα τοῦ ὁποίου τὸ ἔργον εἶναι γνωστὸν καὶ ἀναγνωρισμένον καὶ ἐντὸς καὶ ἐκτὸς τῆς Ἑλλάδος. Τὸ πρῶτον εἰσηγήθη ἡ σχολὴ τὸν κ. Ἀναγνωστάκην, ἀλλ' ἀπὸ τοῦ Εὐρωπαϊκοῦ καὶ ἰδίᾳ Γερμανικοῦ κόσμου, ἐπιβάλλεται νὰ ἀναγνωρισθῇ καὶ ἡ ἐπιστημονικὴ αὐτοῦ ἀξία. (554, 324, 804, 464)
headline: ΤΑ ΝΑΥΤΙΚΑ ΣΚΑΝΔΑΛΑ (833, 999, 1051, 1020)
headline: ΚΑΙ ΑΙ ΑΞΙΩΣΕΙΣ (1182, 1079, 1328, 1100)
column-rule (1074, 118, 1075, 2278)
notice-text: Τὸν προσφιλῆ ἡμῶν υἱόν, ἀδελφὸν καὶ ἀνεψιὸν (554, 1777, 804, 1807)
article-text: Ἡ συζήτησις ἐπὶ τοῦ προϋπολογισμοῦ ἀπεφασίσθη ἵνα γείνῃ τὴν μεθαύριον Τετάρτην. (291, 1408, 541, 1455)
article-text: Ἕνεκεν τῆς ἀνωμάλου καταστάσεως τῶν πραγμάτων ὁ ὑπουργὸς ἐπὶ τῶν Στρατιωτικῶν ἀπεφάσισεν, ὅπως ἀναβληθῶσιν αἱ διὰ τὴν σχολὴν τῶν ὑπαξιωματικῶν εἰσιτήριοι ἐξετάσεις. (28, 2073, 278, 2151)
classified-ad (1080, 1338, 1430, 1354)
divider (1080, 1298, 1430, 1300)
subheadline: Ἀναβάλλονται ἐπ' ἀόριστον (58, 2054, 248, 2069)
notice-date: Ἐν Ἀθήναις, τῇ 13 Ὀκτωβρίου 1897. (566, 1955, 780, 1970)
divider (118, 1996, 188, 1997)
column-3 (554, 118, 804, 2278)
divider (381, 731, 451, 732)
article-text: Ὑπεβλήθη πρὸς ὑπογραφὴν Β. διάταγμα διὰ τοῦ ὁποίου διορίζεται ὑποδιευθυντὴς τῆς ὑποδιοχῆς δεύτερος ὁ δεύτερος τοῦ τορπιλλοβόλου «Κανάρης» καὶ ὑποπλοίαρχος κ. Φιλ. Κανελλόπουλος ἀντὶ τοῦ ὑποπλοιάρχου κ. Ραυτοπούλου μετατιθεμένου ἐπὶ τοῦ θωρηκτοῦ «Σπετσῶν». (291, 781, 541, 906)
article-text: Εἷς τῶν ἐνταῦθα πρεσβευτῶν ἀνεκοίνωσε χθὲς εἰς ἀντιπρόσωπον τῆς Ἑταιρίας ὅτι ἡ αὐτονομία τῆς Κρήτης θὰ μείνῃ ἐν μέρει πεπερασμένη ἐκ διαφόρων δεδομένων λόγων, διότι αἱ Δυνάμεις, ἐναντίον ἴδιαι τῶν ἰδίων συμφερόντων, θὰ ζητήσουν ὅπως ἡ αὐτονομία περιορισθῇ εἰς τὸ ἐλάχιστον καὶ ἡ Κρήτη ἐξαρτᾶται ἀπὸ τοῦ Σουλτάνου, διότι ὑπὸ Χριστιανὸν διοικητὴν (817, 1492, 1067, 1648)
headline: ΟΙ ΕΝ ΘΕΣΣΑΛΙΑΙ ΚΑΘΟΛΙΚΟΙ (75, 1583, 231, 1624)
article-text: Ἐπρόκειτο τὸ ἑσπέρας μεταξὺ φίλων νὰ πίωμεν τὸ τσάϊ εἰς τὸ νέον ἐργαστήριόν μου. Ὅτε συναντῶ τὸν Κουγουδῆ, τὸν χαρίεντα συνάδελφόν μου, διότι μὲ πληροφορεῖ (1080, 1506, 1430, 1552)
article-signature: Ἰατρός (757, 675, 804, 690)
headline: ΟΙ ΕΝ ΚΩΝ)ΠΟΛΕΙ (861, 696, 1023, 717)
headline: ΟΙ ΤΟΥΡΚΟΙ ΕΝ ΘΕΣΣΑΛΙΑΙ (32, 1349, 274, 1370)
subheadline: Ἀμφισβητούμεναι ὑποθέσεις. (53, 1372, 253, 1387)
article-text: Ὁ κ. Συγγρὸς ἐξελθὼν μετὰ τῆς συζύγου του περιῆλθε τὰ κυριώτερα μέρη τῆς πόλεως. (291, 629, 541, 676)
divider (28, 199, 278, 201)
article-text: Κατὰ τὰς αὐτὰς πληροφορίας ἤρχισεν ἡ εἰς τὰ διάφορα τάγματα διανομὴ τῶν ἐκ Θεσσαλίας ἀποσταλλομένων πολυαρίθμων ἵππων. (28, 1507, 278, 1570)
article-text: Τὰ ἔσχατα αὐτοῦ προσέτι ἐκτιμῶντες οἱ συμπολῖται του, πολλάκις τὸν ἐξέλεξαν μέλος τοῦ δημοτικοῦ συμβουλίου, ὅπου μετὰ πολλοῦ ζήλου καὶ περισσῆς ὑπηρεσίας εἰργάσθη. Ἐνδιαφερόμενος πάντοτε διὰ τὰ συμφέροντα τοῦ Δήμου. Ὁ πατὴρ αὐτοῦ καὶ ὁ ἀδελφός του, ἐκ τῶν πρώτων ἐμπόρων τῆς πόλεως, κατέλιπον ἐπὶ τοῦ μνήματος αὐτοῦ στέφανον ἀνεκτίμητον: τὴν ἀγάπην καὶ τὴν εὐγνωμοσύνην τῶν συμπολιτῶν του. (554, 1098, 804, 1270)
divider (907, 689, 977, 690)
article-text: Πληροφορούμεθα ἐκ θετικῆς πηγῆς ὅτι τὸ παράδειγμα τοῦ ὑπουργοῦ ἐπὶ τῶν Στρατιωτικῶν θέλει ἀκολουθήσῃ καὶ ὁ ἐπὶ τῶν Ναυτικῶν ὑπουργὸς διὰ τοὺς ἀξιωματικοὺς τοῦ Ναυτικοῦ, θέτων εἰς ἐφαρμογὴν τὸν νόμον τὸν ἀπαγορεύοντα τὴν μονομαχίαν καὶ τιμωροῦν αὐστηρῶς τοὺς προκαλοῦντας καθὼς καὶ τὸν δεχόμενον τὴν μονομαχίαν. (28, 449, 278, 590)
headline: ΣΥΜΜΑΧΙΑ (103, 1044, 203, 1065)
